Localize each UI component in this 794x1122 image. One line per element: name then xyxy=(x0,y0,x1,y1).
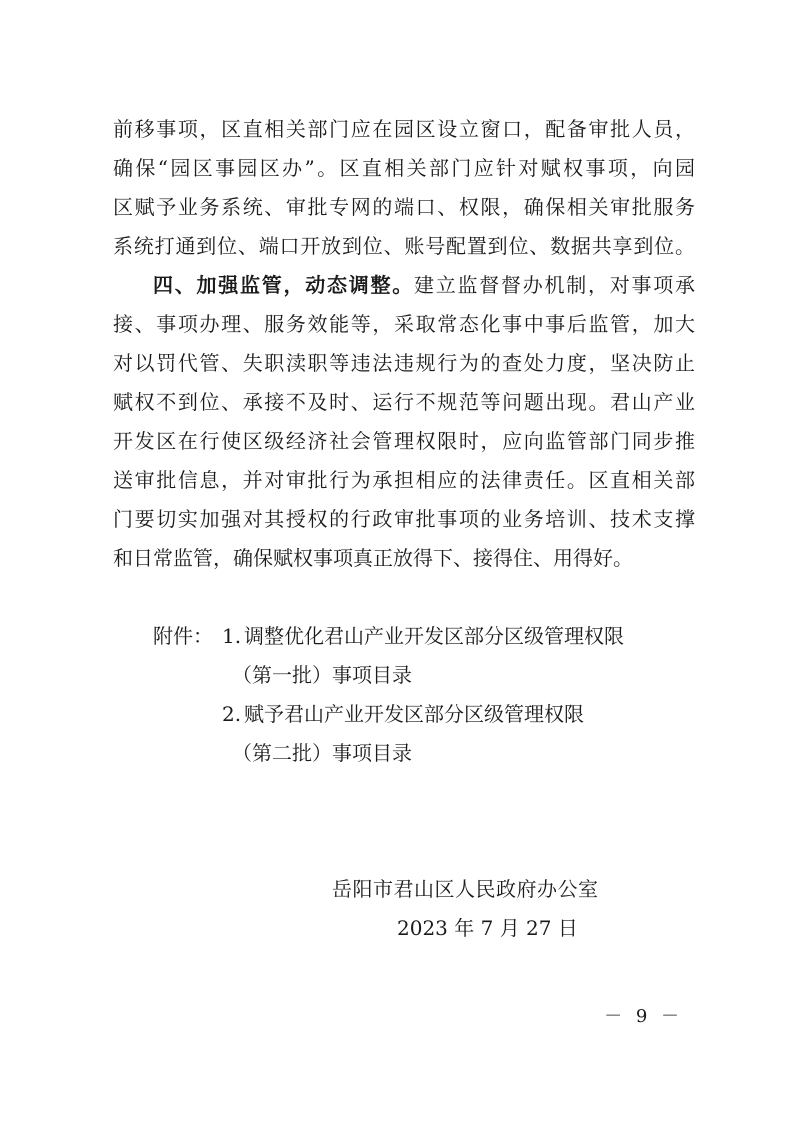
section4-line-8: 和日常监管，确保赋权事项真正放得下、接得住、用得好。 xyxy=(113,546,633,570)
section4-first-line-rest: 建立监督督办机制，对事项承 xyxy=(414,273,695,297)
section4-line-4: 赋权不到位、承接不及时、运行不规范等问题出现。君山产业 xyxy=(113,390,695,414)
section4-line-3: 对以罚代管、失职渎职等违法违规行为的查处力度，坚决防止 xyxy=(113,351,695,375)
page-number: － 9 － xyxy=(604,1006,683,1027)
issuing-office: 岳阳市君山区人民政府办公室 xyxy=(332,877,599,901)
body-line-2: 确保“园区事园区办”。区直相关部门应针对赋权事项，向园 xyxy=(113,156,695,180)
attachment-1-title: 调整优化君山产业开发区部分区级管理权限 xyxy=(244,624,624,648)
section4-line-5: 开发区在行使区级经济社会管理权限时，应向监管部门同步推 xyxy=(113,429,695,453)
section4-first-line xyxy=(153,267,695,303)
attachment-label: 附件： xyxy=(153,624,213,648)
attachment-2-title-cont: （第二批）事项目录 xyxy=(232,741,412,765)
attachment-2-number: 2. xyxy=(222,702,242,726)
section4-line-7: 门要切实加强对其授权的行政审批事项的业务培训、技术支撑 xyxy=(113,507,695,531)
body-line-4: 系统打通到位、端口开放到位、账号配置到位、数据共享到位。 xyxy=(113,234,695,258)
section4-heading: 四、加强监管，动态调整。 xyxy=(153,273,414,297)
attachment-2-title: 赋予君山产业开发区部分区级管理权限 xyxy=(244,702,584,726)
body-line-3: 区赋予业务系统、审批专网的端口、权限，确保相关审批服务 xyxy=(113,195,695,219)
attachment-1-title-cont: （第一批）事项目录 xyxy=(232,663,412,687)
section4-line-2: 接、事项办理、服务效能等，采取常态化事中事后监管，加大 xyxy=(113,312,695,336)
body-line-1: 前移事项，区直相关部门应在园区设立窗口，配备审批人员， xyxy=(113,117,695,141)
issue-date: 2023 年 7 月 27 日 xyxy=(397,916,578,940)
attachment-1-number: 1. xyxy=(222,624,242,648)
section4-line-6: 送审批信息，并对审批行为承担相应的法律责任。区直相关部 xyxy=(113,468,695,492)
